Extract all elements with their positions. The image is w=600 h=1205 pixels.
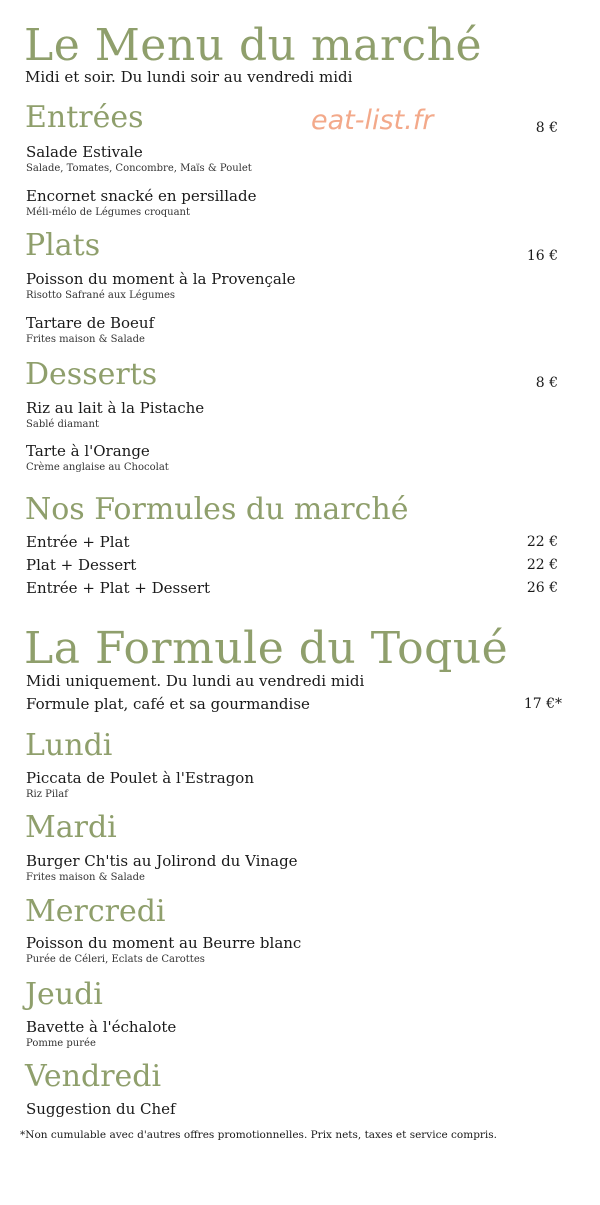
menu-title: Le Menu du marché bbox=[24, 20, 482, 71]
menu-subtitle: Midi et soir. Du lundi soir au vendredi midi bbox=[25, 68, 353, 86]
day-dish: Poisson du moment au Beurre blanc bbox=[26, 934, 302, 952]
formule-price: 22 € bbox=[526, 534, 558, 550]
footnote: *Non cumulable avec d'autres offres promotionnelles. Prix nets, taxes et service compris. bbox=[20, 1129, 498, 1141]
day-dish-desc: Riz Pilaf bbox=[26, 789, 68, 800]
section-heading-desserts: Desserts bbox=[25, 357, 158, 392]
menu-item-desc: Risotto Safrané aux Légumes bbox=[26, 290, 176, 301]
menu-item-desc: Salade, Tomates, Concombre, Maïs & Poulet bbox=[26, 163, 252, 174]
day-dish: Piccata de Poulet à l'Estragon bbox=[26, 769, 254, 787]
toque-subtitle: Midi uniquement. Du lundi au vendredi midi bbox=[26, 672, 365, 690]
section-heading-plats: Plats bbox=[25, 228, 101, 263]
toque-title: La Formule du Toqué bbox=[24, 623, 509, 674]
menu-item-desc: Crème anglaise au Chocolat bbox=[26, 462, 169, 473]
toque-price: 17 €* bbox=[523, 696, 562, 712]
day-dish-desc: Pomme purée bbox=[26, 1038, 96, 1049]
toque-formula: Formule plat, café et sa gourmandise bbox=[26, 695, 310, 713]
menu-item-name: Tartare de Boeuf bbox=[26, 314, 155, 332]
menu-item-desc: Méli-mélo de Légumes croquant bbox=[26, 207, 191, 218]
menu-item-name: Riz au lait à la Pistache bbox=[26, 399, 205, 417]
price-desserts: 8 € bbox=[535, 375, 558, 391]
day-heading: Lundi bbox=[25, 728, 113, 763]
price-entrees: 8 € bbox=[535, 120, 558, 136]
menu-item-name: Encornet snacké en persillade bbox=[26, 187, 257, 205]
day-heading: Vendredi bbox=[25, 1059, 162, 1094]
day-dish: Burger Ch'tis au Jolirond du Vinage bbox=[26, 852, 298, 870]
day-dish-desc: Frites maison & Salade bbox=[26, 872, 145, 883]
day-heading: Mercredi bbox=[25, 894, 166, 929]
price-plats: 16 € bbox=[526, 248, 558, 264]
menu-item-name: Poisson du moment à la Provençale bbox=[26, 270, 296, 288]
section-heading-entrees: Entrées bbox=[25, 100, 144, 135]
day-dish-desc: Purée de Céleri, Eclats de Carottes bbox=[26, 954, 205, 965]
menu-item-desc: Sablé diamant bbox=[26, 419, 99, 430]
menu-item-desc: Frites maison & Salade bbox=[26, 334, 145, 345]
formule-label: Entrée + Plat bbox=[26, 533, 130, 551]
day-heading: Jeudi bbox=[25, 977, 103, 1012]
menu-item-name: Tarte à l'Orange bbox=[26, 442, 150, 460]
formule-price: 26 € bbox=[526, 580, 558, 596]
day-dish: Bavette à l'échalote bbox=[26, 1018, 177, 1036]
formule-label: Entrée + Plat + Dessert bbox=[26, 579, 211, 597]
menu-item-name: Salade Estivale bbox=[26, 143, 143, 161]
formule-label: Plat + Dessert bbox=[26, 556, 137, 574]
day-dish: Suggestion du Chef bbox=[26, 1100, 176, 1118]
section-heading-formules: Nos Formules du marché bbox=[25, 492, 409, 527]
day-heading: Mardi bbox=[25, 810, 117, 845]
watermark: eat-list.fr bbox=[311, 105, 434, 136]
formule-price: 22 € bbox=[526, 557, 558, 573]
